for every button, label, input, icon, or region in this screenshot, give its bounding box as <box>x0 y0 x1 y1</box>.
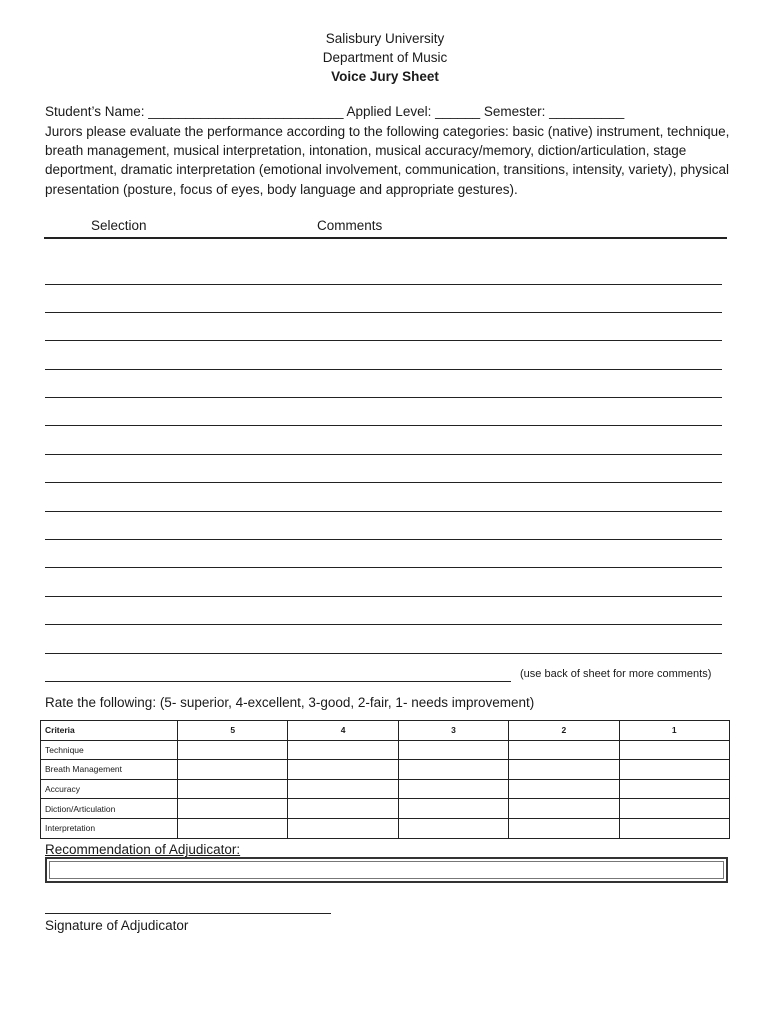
comment-line[interactable] <box>45 482 722 483</box>
score-cell-2[interactable] <box>509 779 619 799</box>
rating-row-accuracy <box>41 779 730 799</box>
jury-instructions: Jurors please evaluate the performance according to the following categories: basic (native) instrument, technique, breath management, musical interpretation, intonation, musical accuracy/memory, diction/articulation, stage deportment, dramatic interpretation (emotional involvement, communication, transitions, intensity, variety), physical presentation (posture, focus of eyes, body language and appropriate gestures). <box>45 124 730 197</box>
comment-line[interactable] <box>45 454 722 455</box>
comment-line[interactable] <box>45 681 511 682</box>
score-cell-3[interactable] <box>398 818 508 838</box>
rating-instructions: Rate the following: (5- superior, 4-excellent, 3-good, 2-fair, 1- needs improvement) <box>45 695 535 710</box>
department-name: Department of Music <box>322 50 448 65</box>
score-cell-2[interactable] <box>509 818 619 838</box>
comment-line[interactable] <box>45 567 722 568</box>
score-cell-5[interactable] <box>178 799 288 819</box>
comment-line[interactable] <box>45 653 722 654</box>
criteria-label: Interpretation <box>41 818 178 838</box>
document-title: Voice Jury Sheet <box>331 69 439 84</box>
comment-line[interactable] <box>45 539 722 540</box>
document-header <box>0 29 770 86</box>
criteria-label: Breath Management <box>41 760 178 780</box>
rating-header-row <box>41 721 730 741</box>
criteria-label: Technique <box>41 740 178 760</box>
score-cell-4[interactable] <box>288 799 398 819</box>
score-cell-1[interactable] <box>619 779 729 799</box>
score-cell-3[interactable] <box>398 740 508 760</box>
selection-column-header: Selection <box>91 218 147 233</box>
comment-line[interactable] <box>45 284 722 285</box>
recommendation-field-inner <box>49 861 724 879</box>
score-cell-3[interactable] <box>398 799 508 819</box>
comment-line[interactable] <box>45 425 722 426</box>
university-name: Salisbury University <box>325 31 445 46</box>
score-cell-1[interactable] <box>619 799 729 819</box>
criteria-label: Accuracy <box>41 779 178 799</box>
signature-label: Signature of Adjudicator <box>45 918 189 933</box>
score-cell-3[interactable] <box>398 779 508 799</box>
score-cell-5[interactable] <box>178 740 288 760</box>
score-cell-4[interactable] <box>288 818 398 838</box>
score-cell-4[interactable] <box>288 779 398 799</box>
score-cell-3[interactable] <box>398 760 508 780</box>
comment-line[interactable] <box>45 397 722 398</box>
score-5-header: 5 <box>178 721 288 741</box>
score-cell-5[interactable] <box>178 779 288 799</box>
rating-table <box>40 720 730 839</box>
score-2-header: 2 <box>509 721 619 741</box>
back-of-sheet-note: (use back of sheet for more comments) <box>520 668 712 680</box>
score-cell-5[interactable] <box>178 760 288 780</box>
score-1-header: 1 <box>619 721 729 741</box>
score-cell-2[interactable] <box>509 760 619 780</box>
recommendation-label: Recommendation of Adjudicator: <box>45 842 241 857</box>
score-cell-4[interactable] <box>288 760 398 780</box>
recommendation-field[interactable] <box>45 857 728 883</box>
comments-column-header: Comments <box>317 218 383 233</box>
comment-line[interactable] <box>45 340 722 341</box>
rating-row-interpretation <box>41 818 730 838</box>
score-4-header: 4 <box>288 721 398 741</box>
score-3-header: 3 <box>398 721 508 741</box>
comment-line[interactable] <box>45 624 722 625</box>
signature-line[interactable] <box>45 913 331 914</box>
comment-line[interactable] <box>45 596 722 597</box>
comment-line[interactable] <box>45 369 722 370</box>
comment-line[interactable] <box>45 511 722 512</box>
criteria-header: Criteria <box>41 721 178 741</box>
rating-row-breath-management <box>41 760 730 780</box>
score-cell-1[interactable] <box>619 760 729 780</box>
rating-row-technique <box>41 740 730 760</box>
score-cell-1[interactable] <box>619 740 729 760</box>
criteria-label: Diction/Articulation <box>41 799 178 819</box>
score-cell-4[interactable] <box>288 740 398 760</box>
comment-line[interactable] <box>45 312 722 313</box>
header-divider <box>44 237 727 239</box>
student-info-line[interactable]: Student’s Name: __________________________ Applied Level: ______ Semester: __________ <box>45 104 625 119</box>
score-cell-5[interactable] <box>178 818 288 838</box>
score-cell-2[interactable] <box>509 740 619 760</box>
rating-row-diction-articulation <box>41 799 730 819</box>
score-cell-1[interactable] <box>619 818 729 838</box>
score-cell-2[interactable] <box>509 799 619 819</box>
